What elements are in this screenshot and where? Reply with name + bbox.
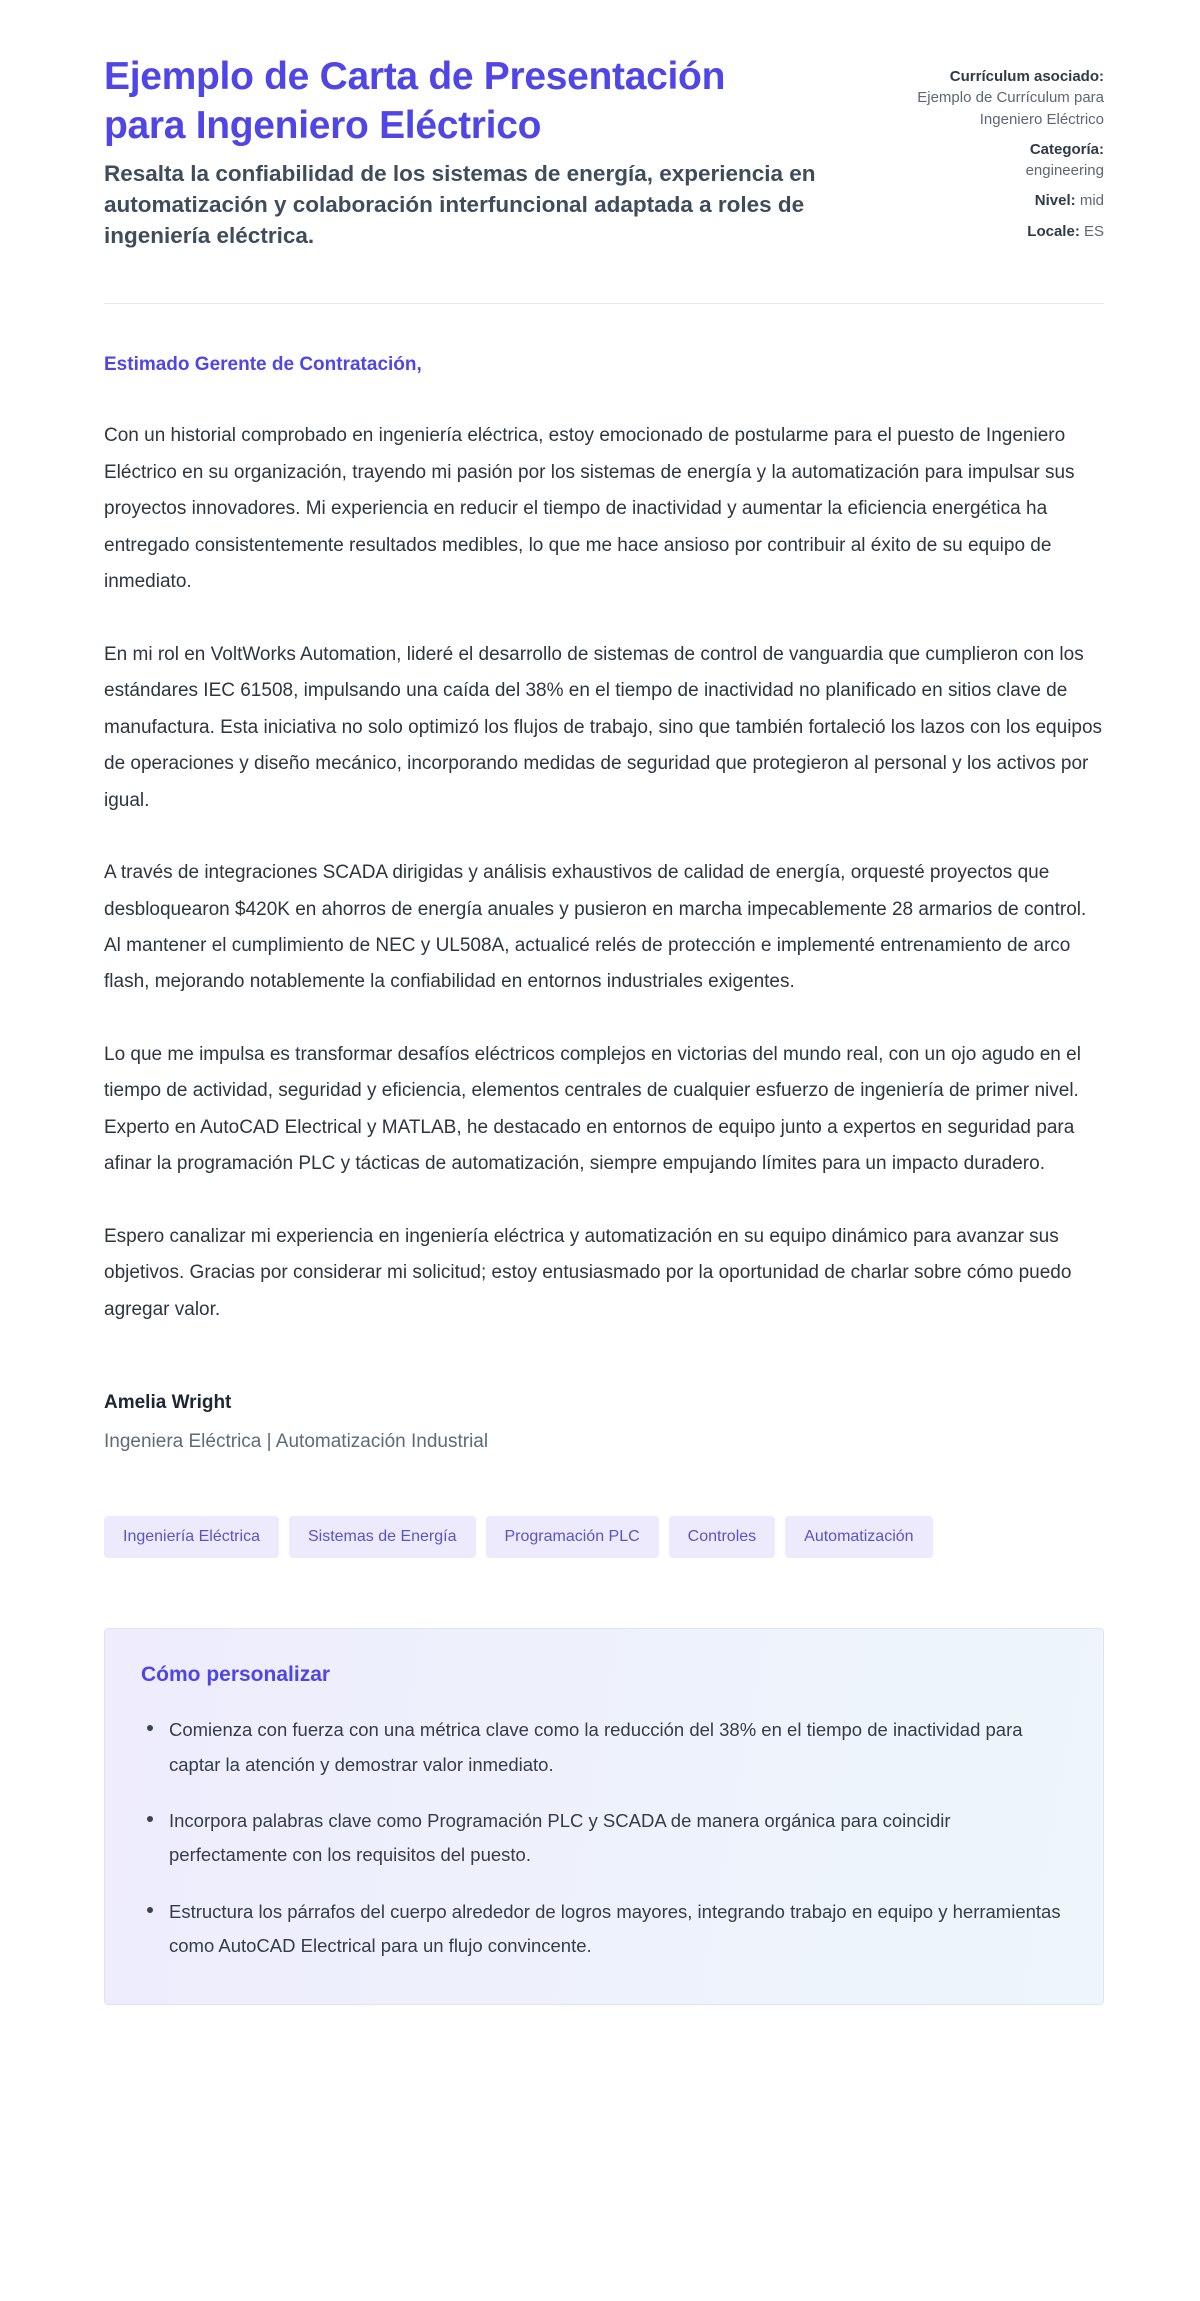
letter-paragraph: En mi rol en VoltWorks Automation, lideré el desarrollo de sistemas de control de vanguardia que cumplieron con los estándares IEC 61508, impulsando una caída del 38% en el tiempo de inactividad no planificado en sitios clave de manufactura. Esta iniciativa no solo optimizó los flujos de trabajo, sino que también fortaleció los lazos con los equipos de operaciones y diseño mecánico, incorporando medidas de seguridad que protegieron al personal y los activos por igual. (104, 643, 1103, 811)
meta-value-category: engineering (1025, 162, 1104, 180)
tag-chip[interactable]: Ingeniería Eléctrica (104, 1516, 279, 1558)
list-item (141, 1895, 1067, 1964)
letter-paragraph: Con un historial comprobado en ingeniería eléctrica, estoy emocionado de postularme para el puesto de Ingeniero Eléctrico en su organización, trayendo mi pasión por los sistemas de energía y la automatización para impulsar sus proyectos innovadores. Mi experiencia en reducir el tiempo de inactividad y aumentar la eficiencia energética ha entregado consistentemente resultados medibles, lo que me hace ansioso por contribuir al éxito de su equipo de inmediato. (104, 425, 1075, 593)
meta-label-associated-resume: Currículum asociado: (949, 68, 1104, 85)
meta-value-locale: ES (1083, 222, 1104, 240)
signature-block (104, 1392, 1104, 1453)
list-item-text: Comienza con fuerza con una métrica clave como la reducción del 38% en el tiempo de inactividad para captar la atención y demostrar valor inmediato. (169, 1719, 1023, 1775)
meta-label-locale: Locale: (1027, 222, 1080, 240)
meta-label-category: Categoría: (1029, 140, 1104, 158)
tag-chip[interactable]: Controles (669, 1516, 775, 1558)
bullet-icon (147, 1725, 153, 1731)
tag-chip[interactable]: Programación PLC (486, 1516, 659, 1558)
meta-label-level: Nivel: (1034, 192, 1076, 210)
list-item (141, 1804, 1067, 1873)
document-header (104, 52, 1104, 251)
tag-chip[interactable]: Automatización (785, 1516, 932, 1558)
meta-row-category (856, 139, 1104, 182)
letter-body (104, 304, 1104, 2004)
customization-callout (104, 1628, 1104, 2004)
list-item (141, 1713, 1067, 1782)
tag-list (104, 1516, 1104, 1558)
letter-paragraph: A través de integraciones SCADA dirigidas y análisis exhaustivos de calidad de energía, orquesté proyectos que desbloquearon $420K en ahorros de energía anuales y pusieron en marcha impecablemente 28 armarios de control. Al mantener el cumplimiento de NEC y UL508A, actualicé relés de protección e implementé entrenamiento de arco flash, mejorando notablemente la confiabilidad en entornos industriales exigentes. (104, 862, 1087, 993)
page-title: Ejemplo de Carta de Presentación para Ingeniero Eléctrico (104, 55, 726, 148)
bullet-icon (147, 1816, 153, 1822)
letter-paragraph: Espero canalizar mi experiencia en ingeniería eléctrica y automatización en su equipo dinámico para avanzar sus objetivos. Gracias por considerar mi solicitud; estoy entusiasmado por la oportunidad de charlar sobre cómo puedo agregar valor. (104, 1225, 1072, 1320)
list-item-text: Estructura los párrafos del cuerpo alrededor de logros mayores, integrando trabajo en equipo y herramientas como AutoCAD Electrical para un flujo convincente. (169, 1900, 1061, 1957)
letter-paragraph: Lo que me impulsa es transformar desafíos eléctricos complejos en victorias del mundo real, con un ojo agudo en el tiempo de actividad, seguridad y eficiencia, elementos centrales de cualquier esfuerzo de ingeniería de primer nivel. Experto en AutoCAD Electrical y MATLAB, he destacado en entornos de equipo junto a expertos en seguridad para afinar la programación PLC y tácticas de automatización, siempre empujando límites para un impacto duradero. (104, 1043, 1081, 1175)
meta-row-associated-resume (856, 66, 1104, 130)
signature-name: Amelia Wright (104, 1392, 232, 1414)
page-subtitle: Resalta la confiabilidad de los sistemas de energía, experiencia en automatización y colaboración interfuncional adaptada a roles de ingeniería eléctrica. (104, 161, 816, 249)
meta-row-locale (856, 221, 1104, 242)
callout-tip-list (141, 1713, 1067, 1963)
letter-salutation: Estimado Gerente de Contratación, (104, 354, 422, 376)
document-metadata-panel (856, 52, 1104, 244)
list-item-text: Incorpora palabras clave como Programación PLC y SCADA de manera orgánica para coincidir perfectamente con los requisitos del puesto. (169, 1810, 951, 1866)
meta-value-level: mid (1079, 192, 1104, 210)
meta-value-associated-resume: Ejemplo de Currículum para Ingeniero Eléctrico (917, 89, 1104, 128)
tag-chip[interactable]: Sistemas de Energía (289, 1516, 476, 1558)
signature-role: Ingeniera Eléctrica | Automatización Industrial (104, 1431, 489, 1453)
bullet-icon (147, 1907, 153, 1913)
meta-row-level (856, 190, 1104, 211)
callout-title: Cómo personalizar (141, 1663, 331, 1687)
header-title-block (104, 52, 816, 251)
